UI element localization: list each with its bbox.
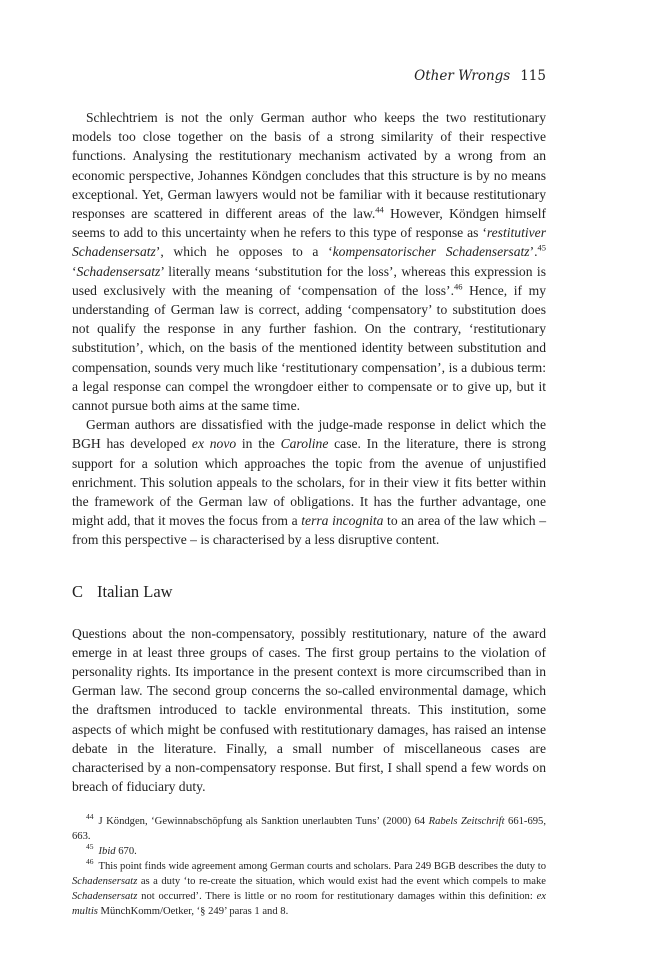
footnote-number: 45 bbox=[86, 842, 94, 852]
page-number: 115 bbox=[520, 68, 546, 84]
footnote-ref: 45 bbox=[537, 242, 546, 253]
section-letter: C bbox=[72, 581, 84, 601]
footnote-ref: 46 bbox=[453, 281, 463, 292]
paragraph-1 bbox=[72, 108, 546, 415]
italic-text: ex novo bbox=[191, 436, 237, 452]
text-run: in the bbox=[236, 436, 281, 452]
main-text bbox=[72, 108, 546, 797]
footnotes bbox=[72, 814, 546, 919]
text-run: Schlechtriem is not the only German author who keeps the two restitutionary models too close together on the basis of a strong similarity of their respective functions. Analysing the restitutionary mechanism activated by a wrong from an economic perspective, Johannes Köndgen concludes that this structure is by no means exceptional. Yet, German lawyers would not be familiar with it because restitutionary responses are scattered in different areas of the law. bbox=[72, 110, 546, 222]
text-run: German authors are dissatisfied with the judge-made response in delict which the BGH has developed bbox=[72, 417, 546, 452]
italic-text: Caroline bbox=[280, 436, 329, 452]
italic-text: terra incognita bbox=[301, 513, 384, 529]
text-run: to an area of the law which – from this perspective – is characterised by a less disruptive content. bbox=[72, 513, 546, 548]
text-run: ’ literally means ‘substitution for the loss’, whereas this expression is used exclusively with the meaning of ‘compensation of the loss’. bbox=[72, 263, 546, 298]
text-run: case. In the literature, there is strong support for a solution which approaches the topic from the avenue of unjustified enrichment. This solution appeals to the scholars, for in their view it fits better within the framework of the German law of obligations. It has the further advantage, one might add, that it moves the focus from a bbox=[72, 436, 546, 529]
italic-text: Schadensersatz bbox=[76, 263, 161, 279]
text-run: ‘ bbox=[72, 263, 77, 279]
text-run: Questions about the non-compensatory, possibly restitutionary, nature of the award emerge in at least three groups of cases. The first group pertains to the violation of personality rights. Its importance in the present context is more circumscribed than in German law. The second group concerns the so-called environmental damage, which the draftsmen introduced to tackle environmental threats. This institution, some aspects of which might be confused with restitutionary damages, has raised an intense debate in the literature. Finally, a small number of miscellaneous cases are characterised by a non-compensatory response. But first, I shall spend a few words on breach of fiduciary duty. bbox=[72, 625, 546, 795]
text-run: 661-695, 663. bbox=[72, 816, 546, 842]
text-run: as a duty ‘to re-create the situation, which would exist had the event which compels to make bbox=[137, 876, 546, 887]
italic-text: kompensatorischer Schadensersatz bbox=[332, 244, 530, 260]
section-paragraph-1 bbox=[72, 624, 546, 797]
text-run: This point finds wide agreement among German courts and scholars. Para 249 BGB describes the duty to bbox=[98, 861, 546, 872]
italic-text: Ibid bbox=[98, 846, 116, 857]
paragraph-2 bbox=[72, 415, 546, 549]
text-run: not occurred’. There is little or no room for restitutionary damages within this definition: bbox=[137, 891, 537, 902]
text-run: 670. bbox=[115, 846, 137, 857]
footnote-number: 46 bbox=[86, 857, 94, 867]
running-head bbox=[414, 68, 546, 84]
footnote-text bbox=[72, 816, 546, 842]
italic-text: Schadensersatz bbox=[72, 876, 138, 887]
italic-text: Rabels Zeitschrift bbox=[428, 816, 505, 827]
text-run: J Köndgen, ‘Gewinnabschöpfung als Sanktion unerlaubten Tuns’ (2000) 64 bbox=[98, 816, 429, 827]
section-title: Italian Law bbox=[97, 581, 173, 601]
section-heading bbox=[72, 582, 546, 602]
text-run: MünchKomm/Oetker, ‘§ 249’ paras 1 and 8. bbox=[97, 906, 289, 917]
footnote-44 bbox=[72, 814, 546, 844]
italic-text: ex multis bbox=[72, 891, 546, 917]
footnote-text bbox=[99, 846, 137, 857]
text-run: However, Köndgen himself seems to add to this uncertainty when he refers to this type of response as ‘ bbox=[72, 206, 546, 241]
footnote-45 bbox=[72, 844, 546, 859]
text-run: Hence, if my understanding of German law is correct, adding ‘compensatory’ to substitution does not qualify the response in any further fashion. On the contrary, ‘restitutionary substitution’, which, on the basis of the mentioned identity between substitution and compensation, sounds very much like ‘restitutionary compensation’, is a dubious term: a legal response can compel the wrongdoer either to compensate or to give up, but it cannot pursue both aims at the same time. bbox=[72, 282, 547, 414]
footnote-number: 44 bbox=[86, 812, 94, 822]
text-run: ’. bbox=[529, 244, 538, 260]
italic-text: Schadensersatz bbox=[72, 891, 138, 902]
running-head-title: Other Wrongs bbox=[414, 68, 511, 84]
footnote-ref: 44 bbox=[375, 204, 384, 215]
footnote-46 bbox=[72, 859, 546, 919]
text-run: ’, which he opposes to a ‘ bbox=[155, 244, 333, 260]
italic-text: restitutiver Schadensersatz bbox=[72, 225, 546, 260]
footnote-text bbox=[72, 861, 546, 917]
